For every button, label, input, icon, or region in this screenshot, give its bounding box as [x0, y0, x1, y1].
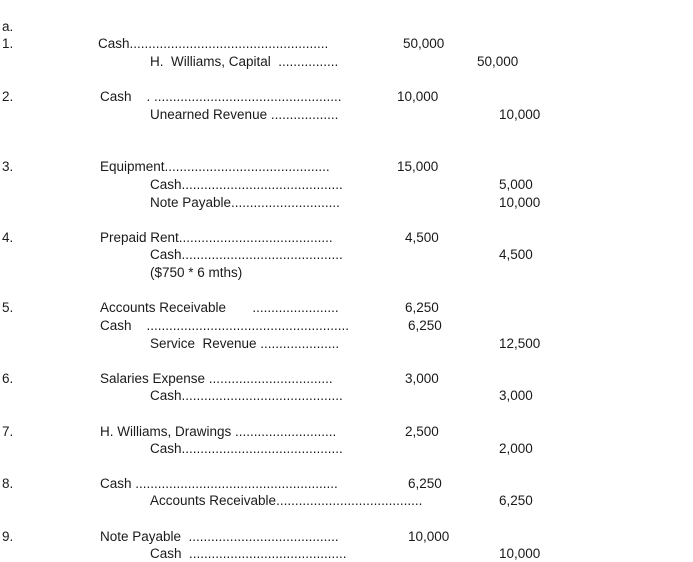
- credit-amount: 4,500: [499, 247, 533, 262]
- debit-account: Note Payable ........................................: [100, 529, 339, 544]
- credit-account: Cash...........................................: [150, 177, 343, 192]
- debit-amount: 2,500: [405, 424, 439, 439]
- entry-number: 8.: [2, 476, 14, 491]
- debit-amount: 6,250: [408, 318, 442, 333]
- credit-amount: 2,000: [499, 441, 533, 456]
- credit-account: Cash ..........................................: [150, 546, 347, 561]
- credit-amount: 10,000: [499, 107, 541, 122]
- credit-amount: 10,000: [499, 195, 541, 210]
- entry-number: 2.: [2, 89, 14, 104]
- debit-account: H. Williams, Drawings ...........................: [100, 424, 337, 439]
- entry-number: 1.: [2, 36, 14, 51]
- debit-account: Prepaid Rent.........................................: [100, 230, 333, 245]
- credit-amount: 10,000: [499, 546, 541, 561]
- credit-amount: 3,000: [499, 388, 533, 403]
- debit-account: Accounts Receivable .......................: [100, 300, 339, 315]
- credit-amount: 50,000: [477, 54, 519, 69]
- debit-amount: 15,000: [397, 159, 439, 174]
- debit-amount: 3,000: [405, 371, 439, 386]
- debit-amount: 10,000: [408, 529, 450, 544]
- debit-amount: 4,500: [405, 230, 439, 245]
- credit-amount: 6,250: [499, 493, 533, 508]
- debit-account: Cash.....................................................: [98, 36, 329, 51]
- credit-account: Cash...........................................: [150, 247, 343, 262]
- debit-account: Cash ......................................................: [100, 476, 338, 491]
- entry-number: 3.: [2, 159, 14, 174]
- credit-amount: 12,500: [499, 336, 541, 351]
- credit-account: Cash...........................................: [150, 388, 343, 403]
- debit-amount: 6,250: [405, 300, 439, 315]
- credit-account: Note Payable.............................: [150, 195, 340, 210]
- entry-number: 6.: [2, 371, 14, 386]
- credit-amount: 5,000: [499, 177, 533, 192]
- part-label: a.: [2, 19, 14, 34]
- credit-account: Cash...........................................: [150, 441, 343, 456]
- entry-number: 9.: [2, 529, 14, 544]
- debit-account: Equipment............................................: [100, 159, 330, 174]
- entry-note: ($750 * 6 mths): [150, 265, 243, 280]
- debit-amount: 50,000: [403, 36, 445, 51]
- debit-account: Cash ......................................................: [100, 318, 350, 333]
- debit-account: Salaries Expense .................................: [100, 371, 333, 386]
- debit-account: Cash . ..................................................: [100, 89, 342, 104]
- entry-number: 5.: [2, 300, 14, 315]
- credit-account: Unearned Revenue ..................: [150, 107, 339, 122]
- credit-account: H. Williams, Capital ................: [150, 54, 339, 69]
- debit-amount: 6,250: [408, 476, 442, 491]
- entry-number: 7.: [2, 424, 14, 439]
- credit-account: Accounts Receivable.......................................: [150, 493, 423, 508]
- debit-amount: 10,000: [397, 89, 439, 104]
- credit-account: Service Revenue .....................: [150, 336, 340, 351]
- entry-number: 4.: [2, 230, 14, 245]
